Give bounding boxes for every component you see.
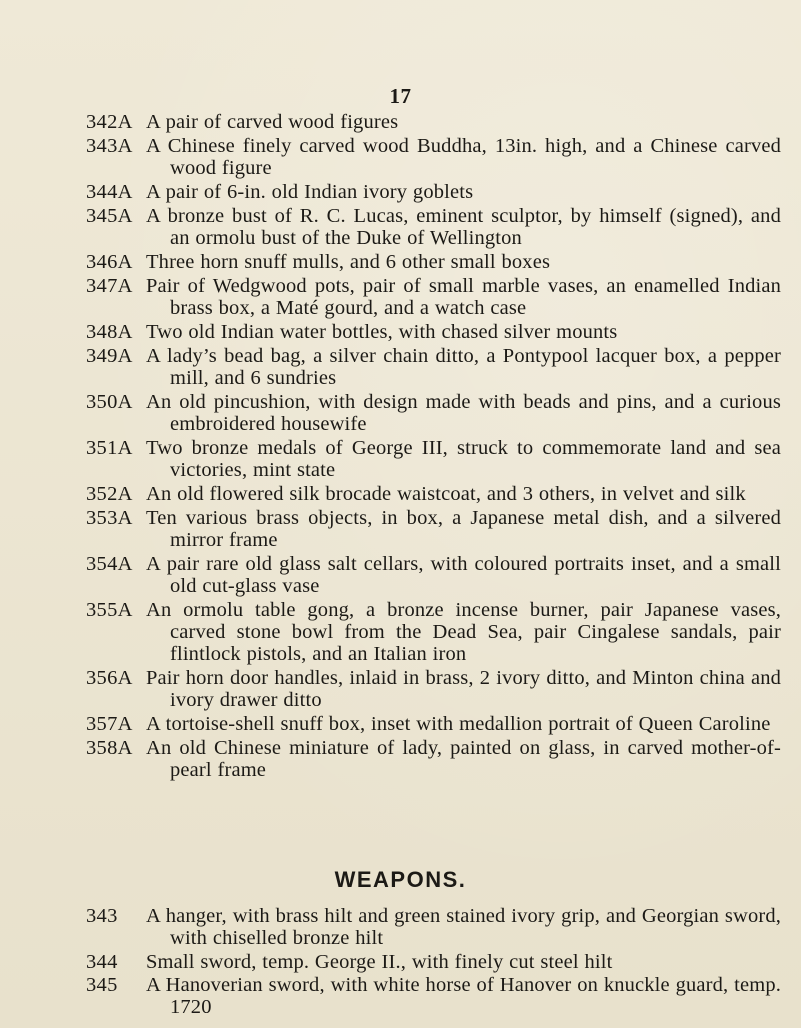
lot-number: 354A [86,553,133,575]
lot-entry [0,713,801,735]
lot-number: 343 [86,905,118,927]
lot-number: 350A [86,391,133,413]
lot-number: 351A [86,437,133,459]
weapons-lot-list [0,905,801,1018]
lot-entry [0,905,801,949]
lot-entry [0,205,801,249]
lot-entry [0,111,801,133]
lot-number: 355A [86,599,133,621]
lot-number: 358A [86,737,133,759]
lot-entry [0,181,801,203]
lot-entry [0,321,801,343]
lot-description: A pair rare old glass salt cellars, with coloured portraits inset, and a small old cut-glass vase [146,553,781,597]
lot-number: 345 [86,974,118,996]
lot-description: An old flowered silk brocade waistcoat, and 3 others, in velvet and silk [146,483,746,505]
lot-entry [0,483,801,505]
lot-entry [0,251,801,273]
lot-entry [0,667,801,711]
lot-number: 346A [86,251,133,273]
lot-description: A hanger, with brass hilt and green stained ivory grip, and Georgian sword, with chiselled bronze hilt [146,905,781,949]
lot-description: Pair horn door handles, inlaid in brass, 2 ivory ditto, and Minton china and ivory drawer ditto [146,667,781,711]
lot-description: A pair of carved wood figures [146,111,399,133]
lot-description: A lady’s bead bag, a silver chain ditto, a Pontypool lacquer box, a pepper mill, and 6 sundries [146,345,781,389]
lot-number: 342A [86,111,133,133]
lot-entry [0,437,801,481]
lot-entry [0,974,801,1018]
lot-number: 344 [86,951,118,973]
lot-entry [0,275,801,319]
lot-description: A bronze bust of R. C. Lucas, eminent sculptor, by himself (signed), and an ormolu bust of the Duke of Wellington [146,205,781,249]
lot-number: 352A [86,483,133,505]
lot-description: A tortoise-shell snuff box, inset with medallion portrait of Queen Caroline [146,713,771,735]
lot-number: 343A [86,135,133,157]
lot-entry [0,135,801,179]
lot-description: Two bronze medals of George III, struck to commemorate land and sea victories, mint state [146,437,781,481]
lot-description: A pair of 6-in. old Indian ivory goblets [146,181,474,203]
lot-number: 353A [86,507,133,529]
lot-number: 344A [86,181,133,203]
lot-description: Two old Indian water bottles, with chased silver mounts [146,321,618,343]
lot-description: An ormolu table gong, a bronze incense burner, pair Japanese vases, carved stone bowl from the Dead Sea, pair Cingalese sandals, pair flintlock pistols, and an Italian iron [146,599,781,665]
lot-description: A Chinese finely carved wood Buddha, 13in. high, and a Chinese carved wood figure [146,135,781,179]
lot-list [0,111,801,781]
lot-number: 345A [86,205,133,227]
lot-description: An old Chinese miniature of lady, painted on glass, in carved mother-of-pearl frame [146,737,781,781]
lot-entry [0,951,801,973]
section-heading-weapons: WEAPONS. [334,867,467,892]
lot-number: 349A [86,345,133,367]
lot-number: 357A [86,713,133,735]
lot-entry [0,345,801,389]
page-number: 17 [389,84,412,108]
lot-entry [0,599,801,665]
lot-entry [0,391,801,435]
lot-entry [0,553,801,597]
lot-description: An old pincushion, with design made with beads and pins, and a curious embroidered housewife [146,391,781,435]
lot-description: Small sword, temp. George II., with finely cut steel hilt [146,951,613,973]
lot-description: A Hanoverian sword, with white horse of Hanover on knuckle guard, temp. 1720 [146,974,781,1018]
lot-description: Ten various brass objects, in box, a Japanese metal dish, and a silvered mirror frame [146,507,781,551]
lot-number: 356A [86,667,133,689]
lot-description: Pair of Wedgwood pots, pair of small marble vases, an enamelled Indian brass box, a Maté gourd, and a watch case [146,275,781,319]
lot-number: 347A [86,275,133,297]
lot-description: Three horn snuff mulls, and 6 other small boxes [146,251,551,273]
lot-number: 348A [86,321,133,343]
lot-entry [0,737,801,781]
lot-entry [0,507,801,551]
